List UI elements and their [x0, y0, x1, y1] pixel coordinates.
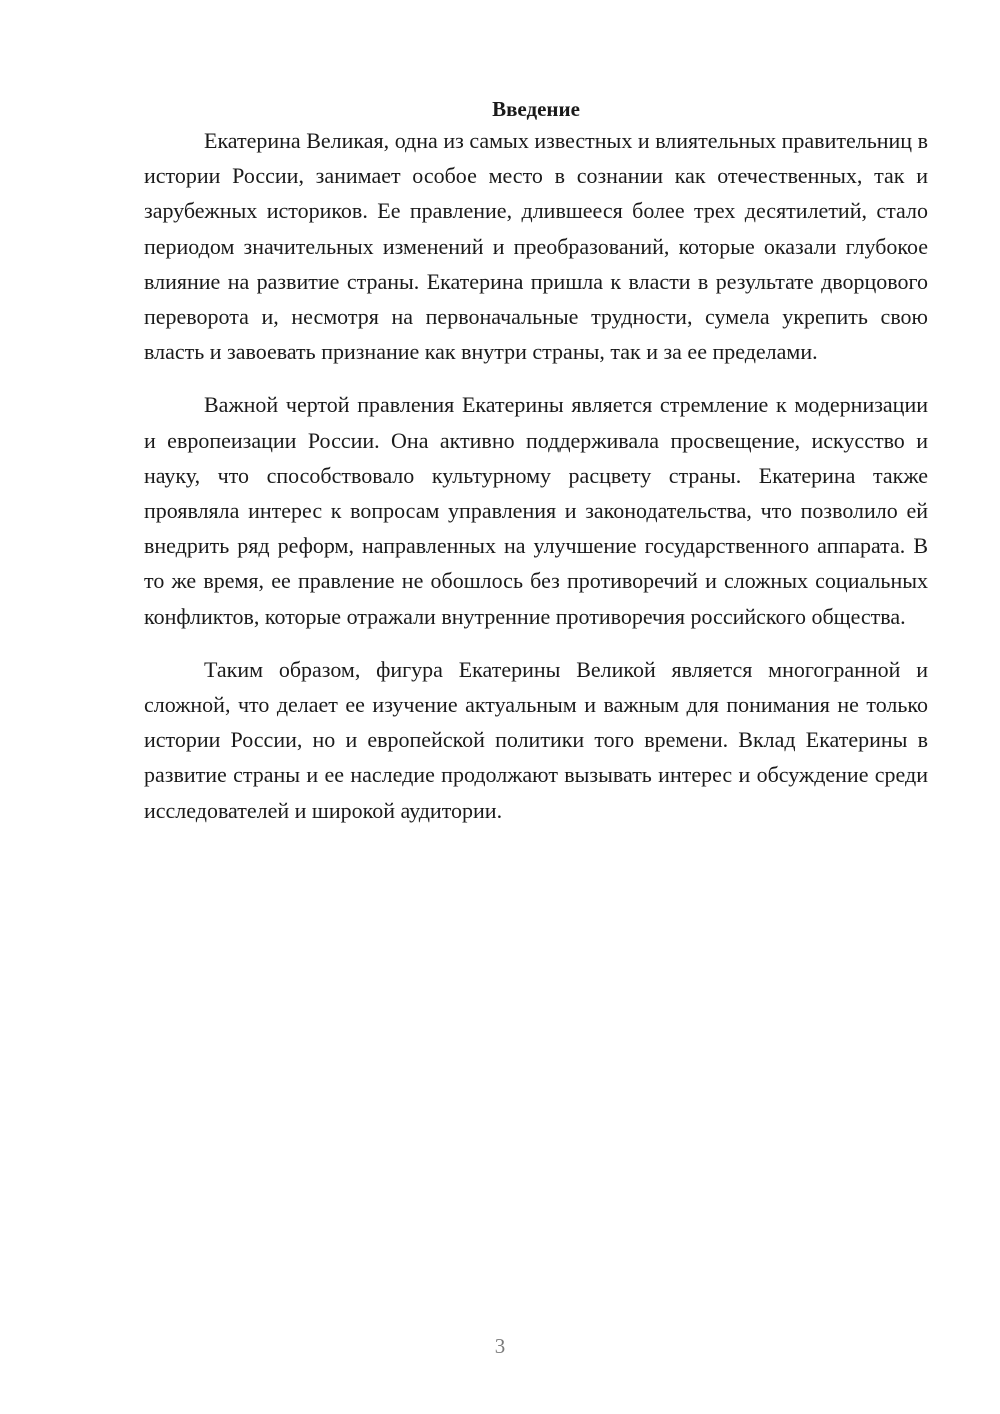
paragraph-3: Таким образом, фигура Екатерины Великой является многогранной и сложной, что делает ее изучение актуальным и важным для понимания не только истории России, но и европейской политики того времени. Вклад Екатерины в развитие страны и ее наследие продолжают вызывать интерес и обсуждение среди исследователей и широкой аудитории.	[144, 656, 928, 823]
page-content	[144, 92, 928, 846]
section-heading: Введение	[492, 97, 580, 121]
page-number: 3	[494, 1334, 506, 1358]
paragraph-1: Екатерина Великая, одна из самых известных и влиятельных правительниц в истории России, занимает особое место в сознании как отечественных, так и зарубежных историков. Ее правление, длившееся более трех десятилетий, стало периодом значительных изменений и преобразований, которые оказали глубокое влияние на развитие страны. Екатерина пришла к власти в результате дворцового переворота и, несмотря на первоначальные трудности, сумела укрепить свою власть и завоевать признание как внутри страны, так и за ее пределами.	[144, 128, 928, 365]
paragraph-2: Важной чертой правления Екатерины является стремление к модернизации и европеизации России. Она активно поддерживала просвещение, искусство и науку, что способствовало культурному расцвету страны. Екатерина также проявляла интерес к вопросам управления и законодательства, что позволило ей внедрить ряд реформ, направленных на улучшение государственного аппарата. В то же время, ее правление не обошлось без противоречий и сложных социальных конфликтов, которые отражали внутренние противоречия российского общества.	[144, 392, 928, 629]
